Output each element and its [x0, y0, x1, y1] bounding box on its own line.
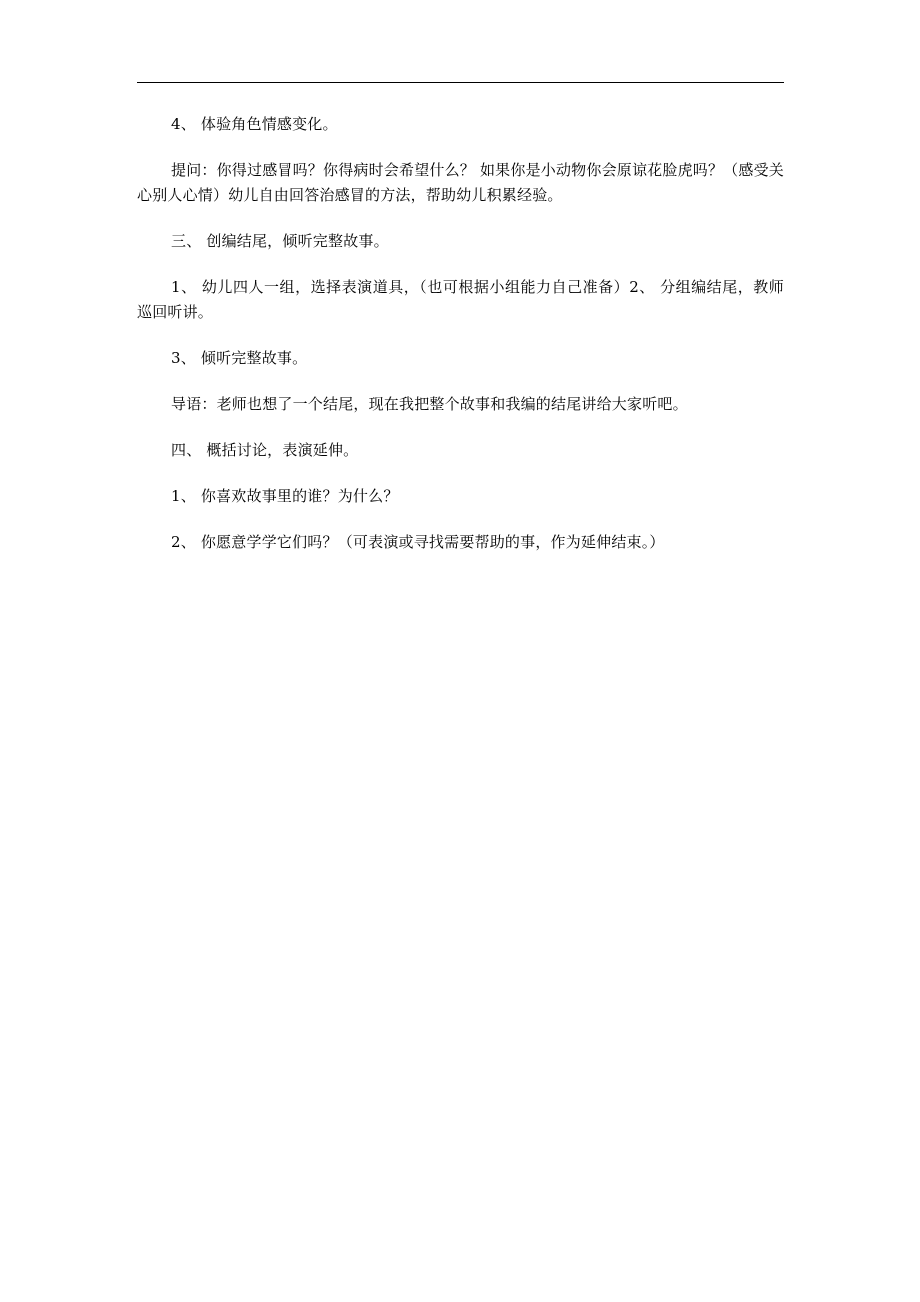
paragraph-questions: 提问：你得过感冒吗？你得病时会希望什么？ 如果你是小动物你会原谅花脸虎吗？（感受关心别人心情）幼儿自由回答治感冒的方法，帮助幼儿积累经验。	[137, 161, 784, 204]
paragraph-section-4-heading: 四、 概括讨论，表演延伸。	[171, 441, 359, 459]
paragraph-section-3-heading: 三、 创编结尾，倾听完整故事。	[171, 232, 389, 250]
paragraph-listen-story: 3、 倾听完整故事。	[171, 349, 308, 367]
header-rule	[137, 82, 784, 83]
paragraph-question-1: 1、 你喜欢故事里的谁？为什么？	[171, 487, 399, 505]
paragraph-guidance: 导语：老师也想了一个结尾，现在我把整个故事和我编的结尾讲给大家听吧。	[171, 395, 688, 413]
paragraph-question-2: 2、 你愿意学学它们吗？（可表演或寻找需要帮助的事，作为延伸结束。）	[171, 533, 665, 551]
paragraph-step-4-title: 4、 体验角色情感变化。	[171, 115, 338, 133]
paragraph-group-activity: 1、 幼儿四人一组，选择表演道具，（也可根据小组能力自己准备）2、 分组编结尾，教师巡回听讲。	[137, 278, 784, 321]
document-body	[137, 112, 784, 555]
